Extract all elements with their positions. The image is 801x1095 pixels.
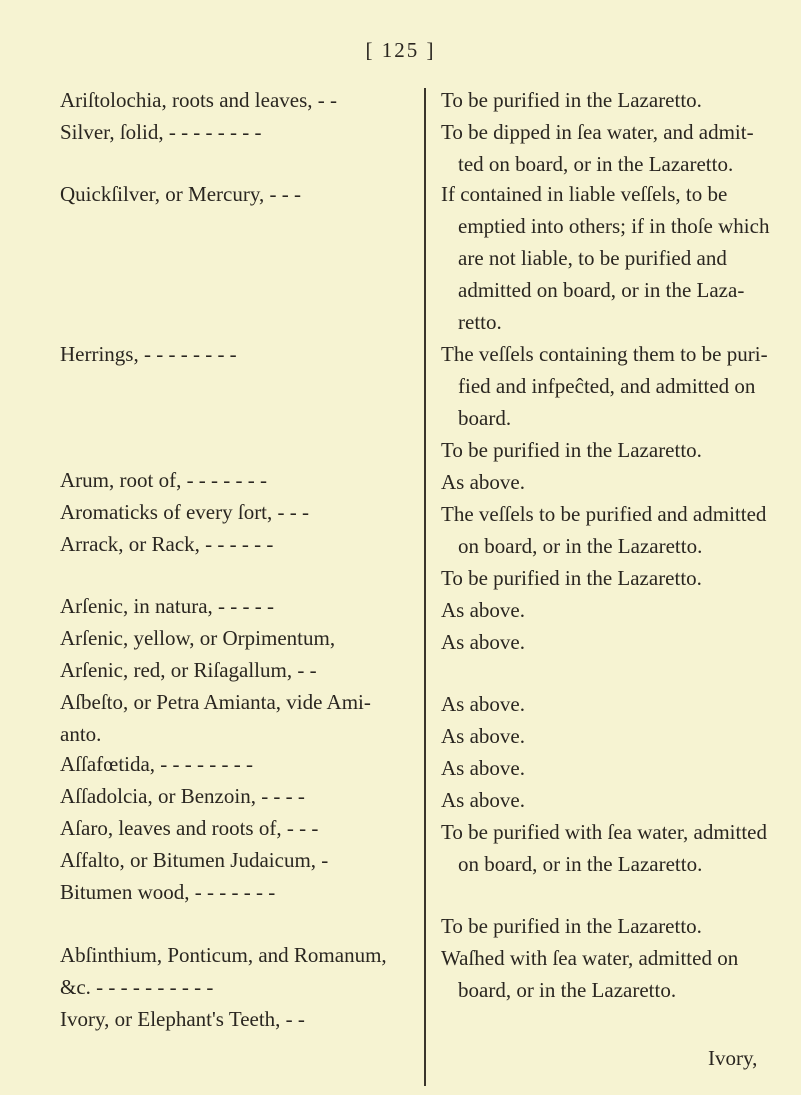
left-line-17: Bitumen wood, - - - - - - - bbox=[60, 880, 276, 904]
right-line-4: If contained in liable veſſels, to be bbox=[441, 182, 728, 206]
right-line-13: As above. bbox=[441, 470, 525, 494]
right-line-19: As above. bbox=[441, 692, 525, 716]
left-line-14: Aſſadolcia, or Benzoin, - - - - bbox=[60, 784, 305, 808]
right-line-8: retto. bbox=[458, 310, 502, 334]
left-line-6: Aromaticks of every ſort, - - - bbox=[60, 500, 309, 524]
right-line-5: emptied into others; if in thoſe which bbox=[458, 214, 770, 238]
column-divider bbox=[424, 88, 426, 1086]
left-line-12: anto. bbox=[60, 722, 102, 746]
left-line-20: Ivory, or Elephant's Teeth, - - bbox=[60, 1007, 305, 1031]
right-line-7: admitted on board, or in the Laza- bbox=[458, 278, 745, 302]
left-line-10: Arſenic, red, or Riſagallum, - - bbox=[60, 658, 317, 682]
left-line-7: Arrack, or Rack, - - - - - - bbox=[60, 532, 274, 556]
right-line-6: are not liable, to be purified and bbox=[458, 246, 727, 270]
right-line-1: To be purified in the Lazaretto. bbox=[441, 88, 702, 112]
left-line-1: Ariſtolochia, roots and leaves, - - bbox=[60, 88, 337, 112]
right-line-24: on board, or in the Lazaretto. bbox=[458, 852, 703, 876]
left-line-2: Silver, ſolid, - - - - - - - - bbox=[60, 120, 262, 144]
right-line-15: on board, or in the Lazaretto. bbox=[458, 534, 703, 558]
right-line-3: ted on board, or in the Lazaretto. bbox=[458, 152, 734, 176]
right-line-17: As above. bbox=[441, 598, 525, 622]
left-line-13: Aſſafœtida, - - - - - - - - bbox=[60, 752, 253, 776]
right-line-22: As above. bbox=[441, 788, 525, 812]
right-line-27: board, or in the Lazaretto. bbox=[458, 978, 677, 1002]
left-line-5: Arum, root of, - - - - - - - bbox=[60, 468, 268, 492]
left-line-16: Aſfalto, or Bitumen Judaicum, - bbox=[60, 848, 329, 872]
left-line-15: Aſaro, leaves and roots of, - - - bbox=[60, 816, 319, 840]
right-line-23: To be purified with ſea water, admitted bbox=[441, 820, 767, 844]
right-line-2: To be dipped in ſea water, and admit- bbox=[441, 120, 754, 144]
right-line-11: board. bbox=[458, 406, 512, 430]
left-line-18: Abſinthium, Ponticum, and Romanum, bbox=[60, 943, 387, 967]
page-header: [ 125 ] bbox=[365, 38, 436, 62]
right-line-20: As above. bbox=[441, 724, 525, 748]
left-line-4: Herrings, - - - - - - - - bbox=[60, 342, 237, 366]
left-line-11: Aſbeſto, or Petra Amianta, vide Ami- bbox=[60, 690, 371, 714]
right-line-26: Waſhed with ſea water, admitted on bbox=[441, 946, 739, 970]
left-line-3: Quickſilver, or Mercury, - - - bbox=[60, 182, 301, 206]
right-line-12: To be purified in the Lazaretto. bbox=[441, 438, 702, 462]
right-line-21: As above. bbox=[441, 756, 525, 780]
right-line-18: As above. bbox=[441, 630, 525, 654]
left-line-8: Arſenic, in natura, - - - - - bbox=[60, 594, 274, 618]
left-line-19: &c. - - - - - - - - - - bbox=[60, 975, 214, 999]
right-line-10: fied and infpeĉted, and admitted on bbox=[458, 374, 756, 398]
right-line-25: To be purified in the Lazaretto. bbox=[441, 914, 702, 938]
left-line-9: Arſenic, yellow, or Orpimentum, bbox=[60, 626, 336, 650]
right-line-16: To be purified in the Lazaretto. bbox=[441, 566, 702, 590]
right-line-9: The veſſels containing them to be puri- bbox=[441, 342, 768, 366]
right-line-14: The veſſels to be purified and admitted bbox=[441, 502, 767, 526]
catchword: Ivory, bbox=[708, 1046, 758, 1070]
